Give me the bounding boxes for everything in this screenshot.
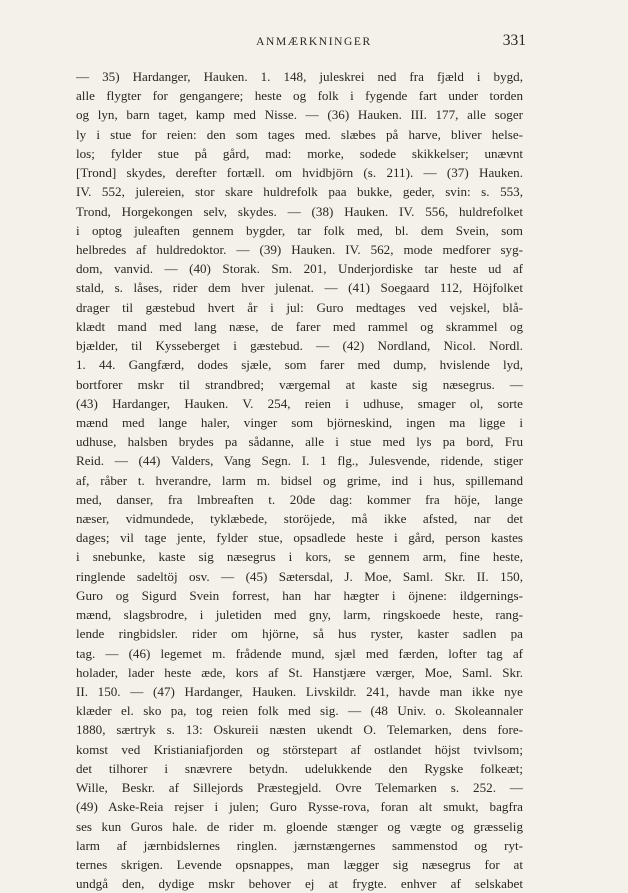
text-line: komst ved Kristianiafjorden og störstepart af ostlandet höjst tvivlsom; (76, 741, 523, 757)
text-line: dages; vil tage jente, fylder stue, opsadlede heste i gård, person kastes (76, 530, 523, 546)
text-line: klæder el. sko pa, tog reien folk med sig. — (48 Univ. o. Skoleannaler (76, 703, 523, 719)
page-number: 331 (502, 32, 526, 49)
text-line: Guro og Sigurd Svein forrest, han har hægter i öjnene: ildgernings- (76, 587, 523, 603)
text-line: klædt mand med lang næse, de farer med rammel og skrammel og (76, 318, 523, 334)
text-line: bjælder, til Kysseberget i gæstebud. — (42) Nordland, Nicol. Nordl. (76, 338, 523, 354)
text-line: larm af jærnbidslernes ringlen. jærnstængernes sammenstod og ryt- (76, 837, 523, 853)
text-line: ly i stue for reien: den som tages med. slæbes på harve, bliver helse- (76, 126, 523, 142)
text-line: Trond, Horgekongen selv, skydes. — (38) Hauken. IV. 556, huldrefolket (76, 203, 523, 219)
text-line: i snebunke, kaste sig næsegrus i kors, se gennem arm, fine heste, (76, 549, 523, 565)
text-line: stald, s. låses, rider dem hver julenat. — (41) Soegaard 112, Höjfolket (76, 280, 523, 296)
text-line: drager til gæstebud hvert år i jul: Guro medtages ved vejskel, blå- (76, 299, 523, 315)
body-text (76, 67, 523, 893)
text-line: (43) Hardanger, Hauken. V. 254, reien i udhuse, smager ol, sorte (76, 395, 523, 411)
text-line: holader, lader heste æde, kors af St. Hanstjære værger, Moe, Saml. Skr. (76, 664, 523, 680)
text-line: dom, vanvid. — (40) Storak. Sm. 201, Underjordiske tar heste ud af (76, 261, 523, 277)
text-line: (49) Aske-Reia rejser i julen; Guro Rysse-rova, foran alt smukt, bagfra (76, 799, 523, 815)
text-line: — 35) Hardanger, Hauken. 1. 148, juleskrei ned fra fjæld i bygd, (76, 69, 523, 84)
text-line: udhuse, halsben brydes pa sådanne, alle i stue med lys pa bord, Fru (76, 434, 523, 450)
text-line: tag. — (46) legemet m. frådende mund, sjæl med færden, lofter tag af (76, 645, 523, 661)
text-line: ringlende sadeltöj osv. — (45) Sætersdal, J. Moe, Saml. Skr. II. 150, (76, 568, 523, 584)
text-line: [Trond] skydes, derefter fortæll. om hvidbjörn (s. 211). — (37) Hauken. (76, 165, 523, 181)
running-head (0, 32, 628, 56)
text-line: ternes skrigen. Levende opsnappes, man lægger sig næsegrus for at (76, 856, 523, 872)
text-line: næser, vidmundede, tyklæbede, storöjede, må ikke afsted, nar det (76, 511, 523, 527)
text-line: Reid. — (44) Valders, Vang Segn. I. 1 flg., Julesvende, ridende, stiger (76, 453, 523, 469)
text-line: med, danser, fra lmbreaften t. 20de dag: kommer fra höje, lange (76, 491, 523, 507)
text-line: det tilhorer i snævrere betydn. udelukkende den Rygske folkeæt; (76, 760, 523, 776)
text-line: 1880, særtryk s. 13: Oskureii næsten ukendt O. Telemarken, dens fore- (76, 722, 523, 738)
text-line: alle flygter for gengangere; heste og folk i fygende fart under torden (76, 88, 523, 104)
text-line: af, råber t. hverandre, larm m. bidsel og grime, ind i hus, spillemand (76, 472, 523, 488)
text-line: i optog juleaften gennem bygder, tar folk med, bl. dem Svein, som (76, 222, 523, 238)
text-line: mænd, slagsbrodre, i juletiden med gny, larm, ringskoede heste, rang- (76, 607, 523, 623)
text-line: undgå den, dydige mskr behover ej at frygte. enhver af selskabet (76, 876, 523, 892)
text-line: II. 150. — (47) Hardanger, Hauken. Livskildr. 241, havde man ikke nye (76, 684, 523, 699)
text-line: 1. 44. Gangfærd, dodes sjæle, som farer med dump, hvislende lyd, (76, 357, 523, 373)
text-line: og lyn, barn taget, kamp med Nisse. — (36) Hauken. III. 177, alle soger (76, 107, 523, 123)
text-line: los; fylder stue på gård, mad: morke, sodede skikkelser; unævnt (76, 145, 523, 161)
text-line: IV. 552, julereien, stor skare huldrefolk paa bukke, geder, svin: s. 553, (76, 184, 523, 200)
text-line: lende ringbidsler. rider om hjörne, så hus ryster, kaster sadlen pa (76, 626, 523, 642)
text-line: ses kun Guros hale. de rider m. gloende stænger og vægte og græsselig (76, 818, 523, 834)
text-line: helbredes af huldredoktor. — (39) Hauken. IV. 562, mode medforer syg- (76, 241, 523, 257)
text-line: mænd med lange haler, vinger som björneskind, ingen ma ligge i (76, 414, 523, 430)
text-line: Wille, Beskr. af Sillejords Præstegjeld. Ovre Telemarken s. 252. — (76, 780, 523, 796)
text-line: bortforer mskr til strandbred; værgemal at kaste sig næsegrus. — (76, 376, 523, 392)
running-title: ANMÆRKNINGER (256, 36, 372, 48)
